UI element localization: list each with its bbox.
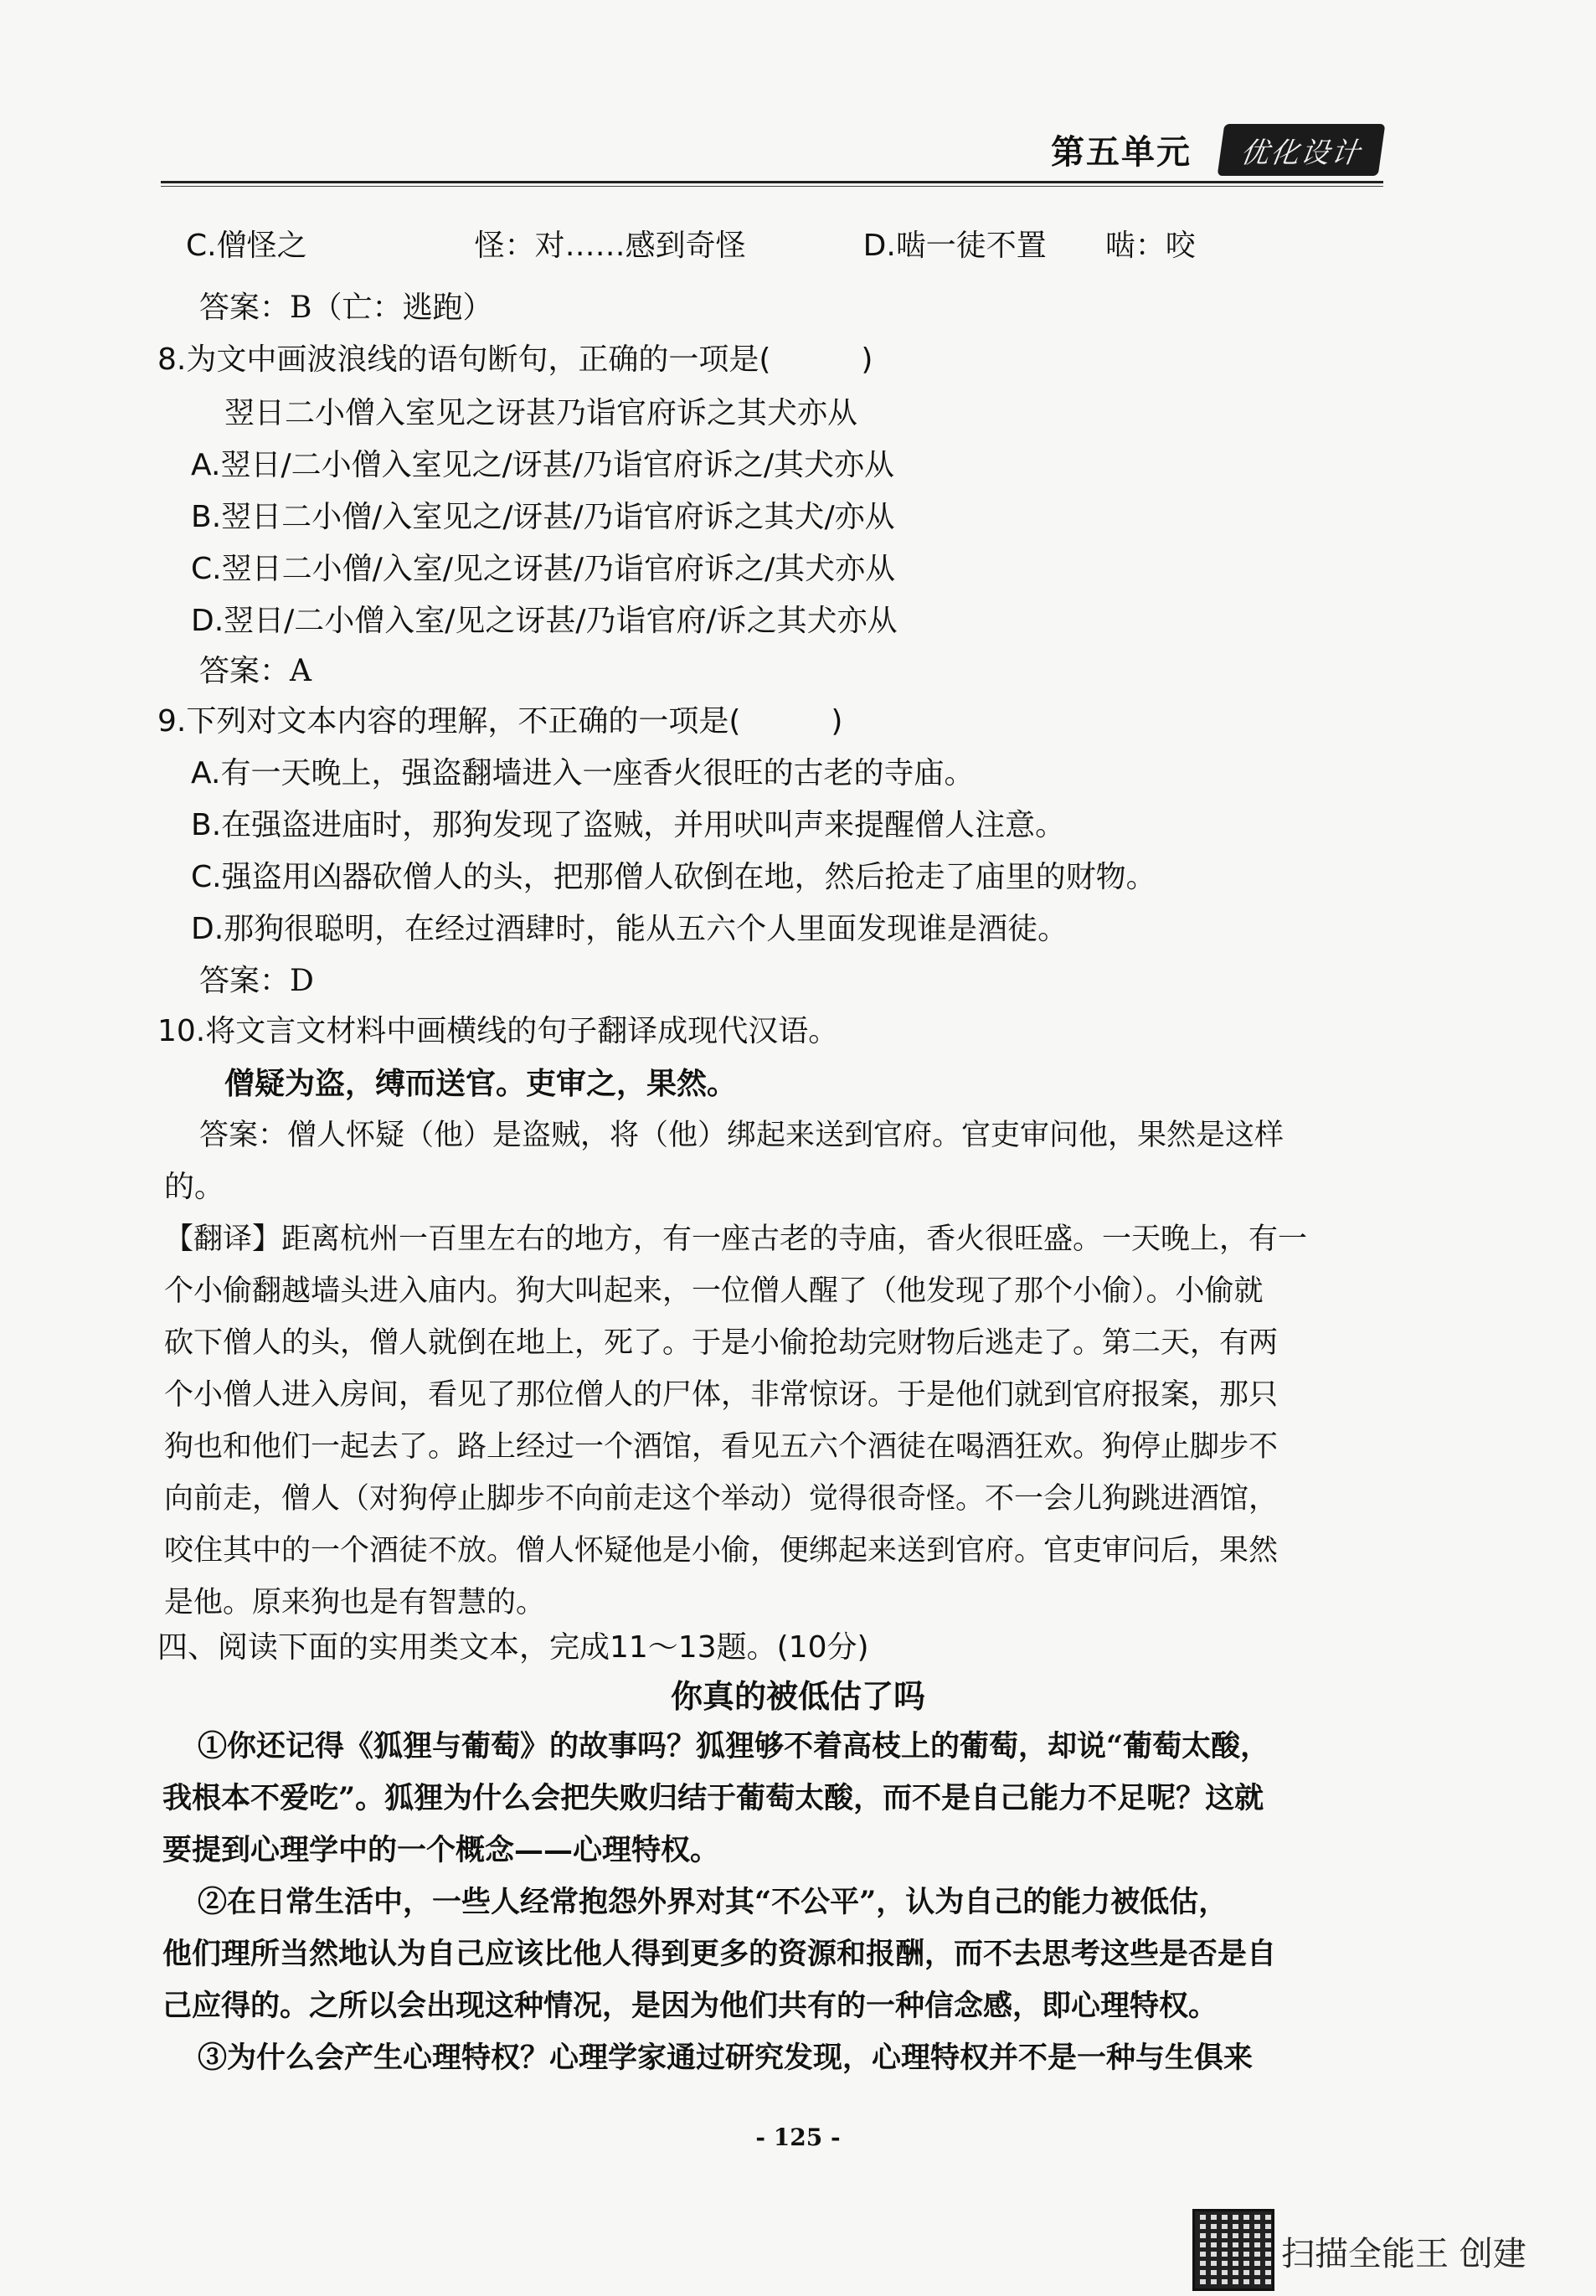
article-p1-line-2: 我根本不爱吃”。狐狸为什么会把失败归结于葡萄太酸，而不是自己能力不足呢？这就 (162, 1781, 1264, 1815)
q7-options-row (186, 228, 1196, 265)
article-p3-line-1: ③为什么会产生心理特权？心理学家通过研究发现，心理特权并不是一种与生俱来 (198, 2041, 1254, 2075)
q10-sentence: 僧疑为盗，缚而送官。吏审之，果然。 (224, 1066, 738, 1101)
article-p2-line-2: 他们理所当然地认为自己应该比他人得到更多的资源和报酬，而不去思考这些是否是自 (162, 1937, 1277, 1971)
qr-code-icon (1192, 2209, 1274, 2291)
q8-option-b: B.翌日二小僧/入室见之/讶甚/乃诣官府诉之其犬/亦从 (191, 500, 895, 534)
q9-option-d: D.那狗很聪明，在经过酒肆时，能从五六个人里面发现谁是酒徒。 (191, 912, 1068, 946)
q8-option-a: A.翌日/二小僧入室见之/讶甚/乃诣官府诉之/其犬亦从 (191, 448, 894, 482)
header-divider (161, 181, 1383, 183)
q8-stem: 8.为文中画波浪线的语句断句，正确的一项是( ) (157, 342, 873, 377)
q9-option-c: C.强盗用凶器砍僧人的头，把那僧人砍倒在地，然后抢走了庙里的财物。 (191, 860, 1156, 894)
q10-answer-cont: 的。 (164, 1170, 225, 1204)
q7-option-d-gloss: 啮：咬 (1104, 229, 1196, 263)
q9-option-a: A.有一天晚上，强盗翻墙进入一座香火很旺的古老的寺庙。 (191, 756, 975, 790)
scanner-watermark: 扫描全能王 创建 (1281, 2235, 1526, 2273)
section-4-heading: 四、阅读下面的实用类文本，完成11～13题。(10分) (157, 1630, 869, 1665)
page-number: - 125 - (755, 2124, 841, 2151)
q8-answer: 答案：A (199, 654, 311, 688)
translation-line-5: 狗也和他们一起去了。路上经过一个酒馆，看见五六个酒徒在喝酒狂欢。狗停止脚步不 (164, 1430, 1279, 1464)
q10-stem: 10.将文言文材料中画横线的句子翻译成现代汉语。 (157, 1014, 839, 1048)
q7-option-c-gloss: 怪：对……感到奇怪 (474, 229, 746, 263)
q9-stem: 9.下列对文本内容的理解，不正确的一项是( ) (157, 704, 843, 739)
translation-line-8: 是他。原来狗也是有智慧的。 (164, 1586, 546, 1619)
translation-line-2: 个小偷翻越墙头进入庙内。狗大叫起来，一位僧人醒了（他发现了那个小偷）。小偷就 (164, 1274, 1264, 1308)
translation-line-6: 向前走，僧人（对狗停止脚步不向前走这个举动）觉得很奇怪。不一会儿狗跳进酒馆， (164, 1482, 1279, 1516)
article-p1-line-3: 要提到心理学中的一个概念——心理特权。 (162, 1833, 720, 1867)
article-title: 你真的被低估了吗 (670, 1678, 925, 1715)
q8-option-c: C.翌日二小僧/入室/见之讶甚/乃诣官府诉之/其犬亦从 (191, 552, 896, 586)
q10-answer: 答案：僧人怀疑（他）是盗贼，将（他）绑起来送到官府。官吏审问他，果然是这样 (199, 1119, 1285, 1152)
q9-answer: 答案：D (199, 964, 314, 998)
q9-option-b: B.在强盗进庙时，那狗发现了盗贼，并用吠叫声来提醒僧人注意。 (191, 808, 1066, 842)
translation-line-7: 咬住其中的一个酒徒不放。僧人怀疑他是小偷，便绑起来送到官府。官吏审问后，果然 (164, 1534, 1279, 1568)
unit-title: 第五单元 (1051, 133, 1192, 172)
header-divider-thin (161, 186, 1383, 187)
q7-answer: 答案：B（亡：逃跑） (199, 291, 493, 325)
translation-line-4: 个小僧人进入房间，看见了那位僧人的尸体，非常惊讶。于是他们就到官府报案，那只 (164, 1378, 1279, 1412)
article-p1-line-1: ①你还记得《狐狸与葡萄》的故事吗？狐狸够不着高枝上的葡萄，却说“葡萄太酸， (198, 1729, 1270, 1763)
q7-option-d: D.啮一徒不置 (862, 229, 1047, 263)
q8-sentence: 翌日二小僧入室见之讶甚乃诣官府诉之其犬亦从 (224, 396, 858, 430)
q8-option-d: D.翌日/二小僧入室/见之讶甚/乃诣官府/诉之其犬亦从 (191, 604, 898, 638)
article-p2-line-3: 己应得的。之所以会出现这种情况，是因为他们共有的一种信念感，即心理特权。 (162, 1989, 1218, 2023)
q7-option-c: C.僧怪之 (186, 229, 307, 263)
brand-logo: 优化设计 (1218, 124, 1386, 176)
translation-line-1: 【翻译】距离杭州一百里左右的地方，有一座古老的寺庙，香火很旺盛。一天晚上，有一 (164, 1223, 1308, 1256)
article-p2-line-1: ②在日常生活中，一些人经常抱怨外界对其“不公平”，认为自己的能力被低估， (198, 1885, 1228, 1919)
translation-line-3: 砍下僧人的头，僧人就倒在地上，死了。于是小偷抢劫完财物后逃走了。第二天，有两 (164, 1326, 1279, 1360)
